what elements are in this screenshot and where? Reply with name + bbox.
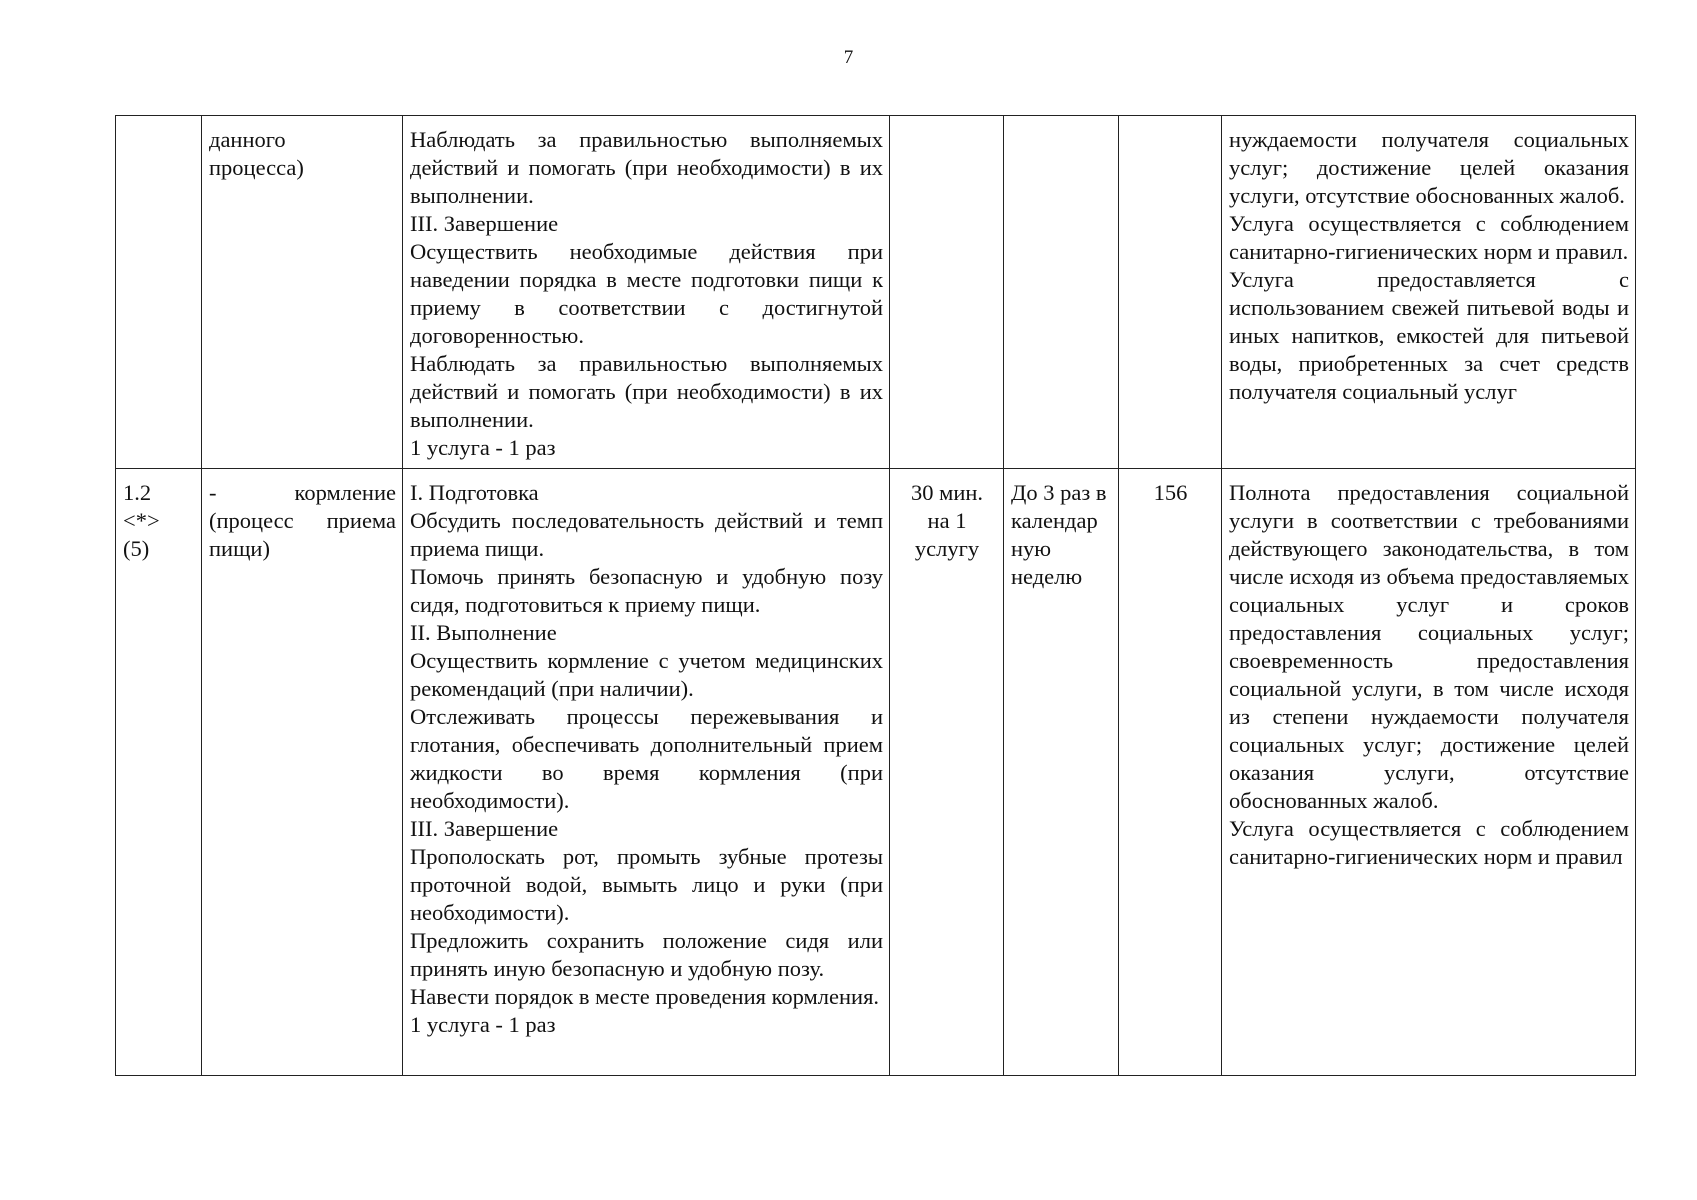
frequency-line: До 3 раз в	[1011, 480, 1107, 505]
service-number-mark: <*>	[123, 508, 160, 533]
frequency-line: ную	[1011, 536, 1052, 561]
cell-count: 156	[1119, 469, 1222, 1076]
service-number-note: (5)	[123, 536, 150, 561]
cell-frequency	[1004, 469, 1119, 1076]
quality-paragraph: Услуга осуществляется с соблюдением санитарно-гигиенических норм и правил.	[1229, 211, 1629, 264]
duration-line: на 1	[927, 508, 967, 533]
description-paragraph: II. Выполнение	[410, 620, 557, 645]
duration-line: услугу	[914, 536, 980, 561]
service-name-line: данного	[209, 127, 286, 152]
service-name-line: - кормление (процесс приема пищи)	[209, 480, 396, 561]
description-paragraph: Наблюдать за правильностью выполняемых действий и помогать (при необходимости) в их выполнении.	[410, 127, 883, 208]
duration-line: 30 мин.	[910, 480, 984, 505]
quality-paragraph: Услуга предоставляется с использованием свежей питьевой воды и иных напитков, емкостей для питьевой воды, приобретенных за счет средств получателя социальный услуг	[1229, 267, 1629, 404]
frequency-line: неделю	[1011, 564, 1083, 589]
cell-number	[116, 116, 202, 469]
description-paragraph: 1 услуга - 1 раз	[410, 435, 556, 460]
description-paragraph: Осуществить необходимые действия при наведении порядка в месте подготовки пищи к приему в соответствии с достигнутой договоренностью.	[410, 239, 883, 348]
cell-quality	[1222, 116, 1636, 469]
page-number: 7	[843, 47, 854, 68]
quality-paragraph: нуждаемости получателя социальных услуг; достижение целей оказания услуги, отсутствие обоснованных жалоб.	[1229, 127, 1629, 208]
cell-frequency	[1004, 116, 1119, 469]
quality-paragraph: Полнота предоставления социальной услуги в соответствии с требованиями действующего законодательства, в том числе исходя из объема предоставляемых социальных услуг и сроков предоставления социальных услуг; своевременность предоставления социальной услуги, в том числе исходя из степени нуждаемости получателя социальных услуг; достижение целей оказания услуги, отсутствие обоснованных жалоб.	[1229, 480, 1629, 813]
table-row	[116, 469, 1636, 1076]
description-paragraph: Обсудить последовательность действий и темп приема пищи.	[410, 508, 883, 561]
description-paragraph: Помочь принять безопасную и удобную позу сидя, подготовиться к приему пищи.	[410, 564, 883, 617]
description-paragraph: Осуществить кормление с учетом медицинских рекомендаций (при наличии).	[410, 648, 883, 701]
cell-duration	[890, 469, 1004, 1076]
cell-service-name	[202, 116, 403, 469]
description-paragraph: Предложить сохранить положение сидя или принять иную безопасную и удобную позу.	[410, 928, 883, 981]
description-paragraph: I. Подготовка	[410, 480, 539, 505]
table-row	[116, 116, 1636, 469]
cell-service-description	[403, 116, 890, 469]
description-paragraph: Наблюдать за правильностью выполняемых действий и помогать (при необходимости) в их выполнении.	[410, 351, 883, 432]
cell-count	[1119, 116, 1222, 469]
description-paragraph: Отслеживать процессы пережевывания и глотания, обеспечивать дополнительный прием жидкости во время кормления (при необходимости).	[410, 704, 883, 813]
cell-service-description	[403, 469, 890, 1076]
description-paragraph: Навести порядок в месте проведения кормления.	[410, 984, 880, 1009]
description-paragraph: III. Завершение	[410, 816, 559, 841]
cell-quality	[1222, 469, 1636, 1076]
description-paragraph: III. Завершение	[410, 211, 559, 236]
quality-paragraph: Услуга осуществляется с соблюдением санитарно-гигиенических норм и правил	[1229, 816, 1629, 869]
cell-service-name	[202, 469, 403, 1076]
description-paragraph: 1 услуга - 1 раз	[410, 1012, 556, 1037]
cell-number	[116, 469, 202, 1076]
frequency-line: календар	[1011, 508, 1098, 533]
cell-duration	[890, 116, 1004, 469]
services-table	[115, 115, 1636, 1076]
service-number: 1.2	[123, 480, 152, 505]
description-paragraph: Прополоскать рот, промыть зубные протезы проточной водой, вымыть лицо и руки (при необходимости).	[410, 844, 883, 925]
service-name-line: процесса)	[209, 155, 304, 180]
